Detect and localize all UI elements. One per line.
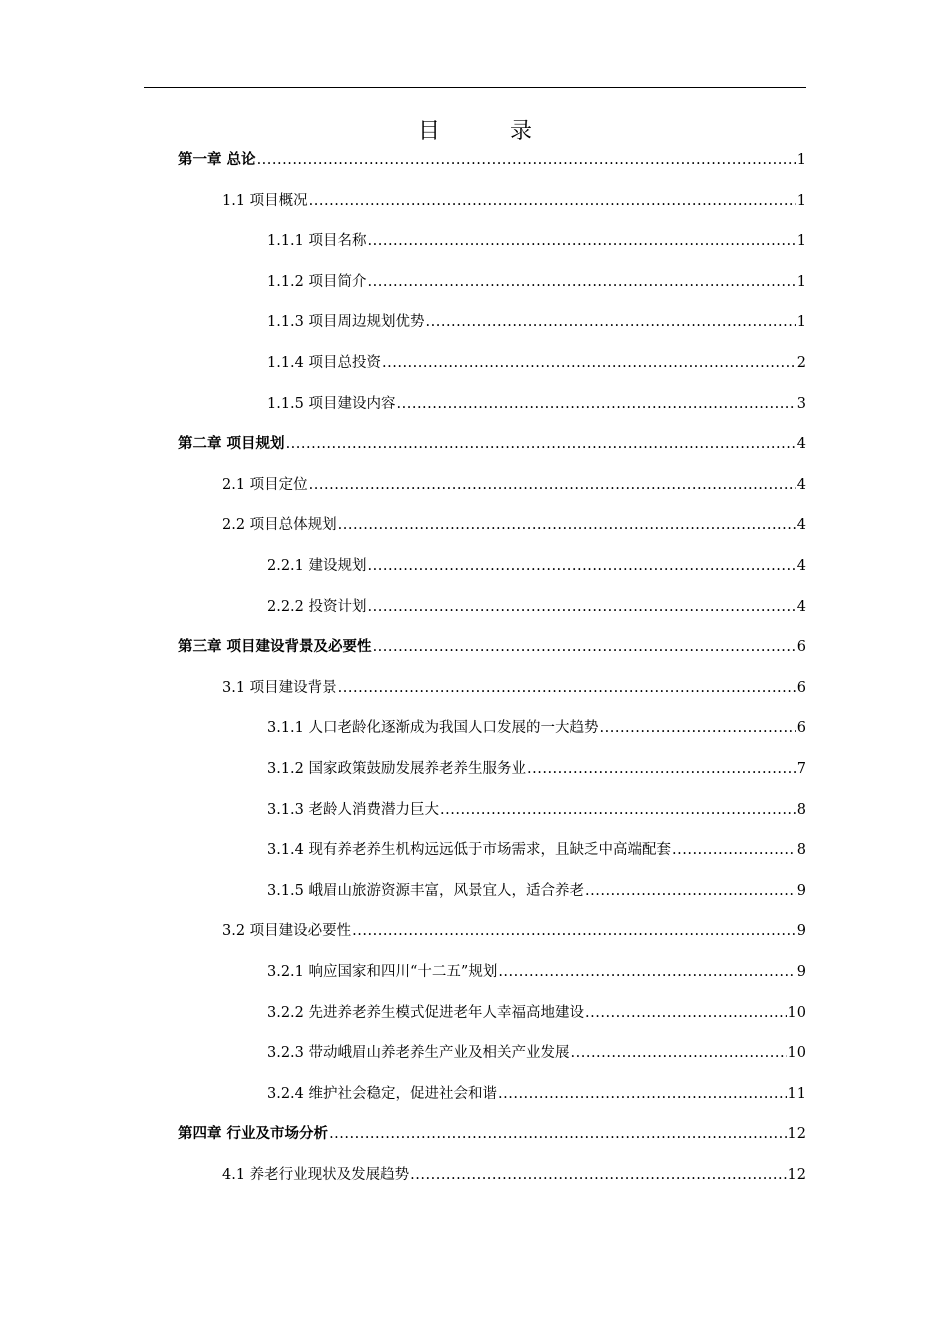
dot-leader	[338, 515, 796, 535]
toc-entry[interactable]	[267, 394, 806, 414]
dot-leader	[309, 475, 796, 495]
dot-leader	[426, 312, 796, 332]
toc-entry-page-number: 9	[796, 882, 806, 899]
dot-leader	[600, 718, 796, 738]
toc-entry-page-number: 7	[796, 761, 806, 777]
toc-entry-label: 3.2.4 维护社会稳定，促进社会和谐	[267, 1085, 498, 1102]
dot-leader	[368, 231, 796, 251]
toc-entry[interactable]	[222, 475, 806, 495]
toc-entry[interactable]	[267, 312, 806, 332]
toc-entry-label: 2.2.1 建设规划	[267, 558, 367, 574]
toc-entry[interactable]	[267, 597, 806, 617]
toc-entry-label: 3.2.2 先进养老养生模式促进老年人幸福高地建设	[267, 1004, 585, 1021]
toc-entry-label: 3.2.1 响应国家和四川“十二五”规划	[267, 964, 498, 980]
toc-entry-page-number: 1	[796, 273, 806, 290]
toc-entry-page-number: 2	[796, 355, 806, 371]
dot-leader	[368, 272, 796, 292]
toc-entry[interactable]	[222, 921, 806, 941]
toc-entry-page-number: 6	[796, 679, 806, 696]
toc-entry[interactable]	[178, 150, 806, 170]
toc-entry-page-number: 1	[796, 233, 806, 250]
toc-entry-label: 3.1.3 老龄人消费潜力巨大	[267, 801, 440, 818]
toc-entry-page-number: 4	[796, 476, 806, 493]
toc-entry-page-number: 12	[787, 1126, 806, 1143]
toc-entry[interactable]	[267, 1084, 806, 1104]
toc-entry[interactable]	[267, 556, 806, 576]
toc-entry-label: 3.2.3 带动峨眉山养老养生产业及相关产业发展	[267, 1045, 570, 1062]
toc-entry-label: 第三章 项目建设背景及必要性	[178, 638, 372, 656]
toc-entry[interactable]	[267, 962, 806, 982]
page-title: 目 录	[417, 119, 556, 144]
dot-leader	[571, 1043, 787, 1063]
dot-leader	[368, 597, 796, 617]
dot-leader	[309, 191, 796, 211]
toc-entry-label: 1.1.3 项目周边规划优势	[267, 314, 425, 331]
toc-entry-label: 1.1.2 项目简介	[267, 273, 367, 290]
toc-entry-page-number: 4	[796, 598, 806, 615]
toc-entry-page-number: 8	[796, 842, 806, 859]
toc-entry[interactable]	[267, 718, 806, 738]
toc-entry-page-number: 12	[787, 1167, 806, 1183]
toc-entry[interactable]	[178, 1124, 806, 1144]
toc-entry[interactable]	[222, 1165, 806, 1185]
toc-entry[interactable]	[267, 881, 806, 901]
toc-entry-label: 2.2.2 投资计划	[267, 598, 367, 615]
toc-entry-label: 2.1 项目定位	[222, 476, 308, 493]
toc-entry-page-number: 8	[796, 801, 806, 818]
toc-entry-page-number: 6	[796, 720, 806, 737]
dot-leader	[585, 1003, 787, 1023]
dot-leader	[368, 556, 796, 576]
toc-entry-label: 1.1.5 项目建设内容	[267, 395, 396, 412]
toc-entry[interactable]	[222, 191, 806, 211]
toc-entry-label: 4.1 养老行业现状及发展趋势	[222, 1167, 410, 1183]
toc-entry[interactable]	[267, 272, 806, 292]
toc-entry-page-number: 1	[796, 192, 806, 209]
dot-leader	[257, 150, 796, 170]
toc-entry-label: 3.2 项目建设必要性	[222, 923, 352, 940]
dot-leader	[527, 759, 796, 779]
toc-entry-page-number: 4	[796, 517, 806, 534]
toc-entry-label: 3.1.2 国家政策鼓励发展养老养生服务业	[267, 761, 527, 777]
toc-entry-page-number: 3	[796, 395, 806, 412]
dot-leader	[672, 840, 796, 860]
dot-leader	[397, 394, 796, 414]
toc-entry[interactable]	[267, 231, 806, 251]
dot-leader	[498, 962, 795, 982]
toc-entry-page-number: 11	[787, 1085, 806, 1102]
toc-entry-label: 1.1.4 项目总投资	[267, 355, 382, 371]
toc-entry-page-number: 9	[796, 964, 806, 980]
toc-entry[interactable]	[267, 800, 806, 820]
toc-entry-page-number: 9	[796, 923, 806, 940]
dot-leader	[338, 678, 796, 698]
toc-entry-label: 第四章 行业及市场分析	[178, 1125, 329, 1143]
toc-entry[interactable]	[178, 637, 806, 657]
toc-entry-page-number: 6	[796, 639, 806, 656]
toc-entry-page-number: 1	[796, 314, 806, 331]
dot-leader	[440, 800, 796, 820]
toc-entry-label: 2.2 项目总体规划	[222, 517, 337, 534]
toc-entry-label: 3.1 项目建设背景	[222, 679, 337, 696]
toc-entry-page-number: 4	[796, 558, 806, 574]
toc-entry-label: 1.1.1 项目名称	[267, 233, 367, 250]
toc-entry-page-number: 1	[796, 152, 806, 168]
toc-entry-page-number: 10	[787, 1004, 806, 1021]
toc-entry-label: 3.1.4 现有养老养生机构远远低于市场需求，且缺乏中高端配套	[267, 842, 672, 859]
toc-entry-label: 第二章 项目规划	[178, 435, 285, 453]
toc-entry[interactable]	[267, 840, 806, 860]
toc-entry[interactable]	[267, 759, 806, 779]
toc-entry[interactable]	[178, 434, 806, 454]
dot-leader	[410, 1165, 786, 1185]
toc-entry[interactable]	[222, 515, 806, 535]
dot-leader	[352, 921, 796, 941]
toc-entry-page-number: 4	[796, 436, 806, 453]
dot-leader	[286, 434, 796, 454]
toc-entry-label: 第一章 总论	[178, 151, 256, 168]
toc-entry[interactable]	[267, 353, 806, 373]
toc-entry-label: 3.1.1 人口老龄化逐渐成为我国人口发展的一大趋势	[267, 720, 599, 737]
toc-entry-label: 1.1 项目概况	[222, 192, 308, 209]
toc-entry[interactable]	[222, 678, 806, 698]
toc-entry[interactable]	[267, 1003, 806, 1023]
dot-leader	[498, 1084, 787, 1104]
toc-entry-label: 3.1.5 峨眉山旅游资源丰富，风景宜人，适合养老	[267, 882, 585, 899]
dot-leader	[329, 1124, 786, 1144]
dot-leader	[373, 637, 796, 657]
toc-entry[interactable]	[267, 1043, 806, 1063]
dot-leader	[382, 353, 796, 373]
dot-leader	[585, 881, 796, 901]
toc-entry-page-number: 10	[787, 1045, 806, 1062]
